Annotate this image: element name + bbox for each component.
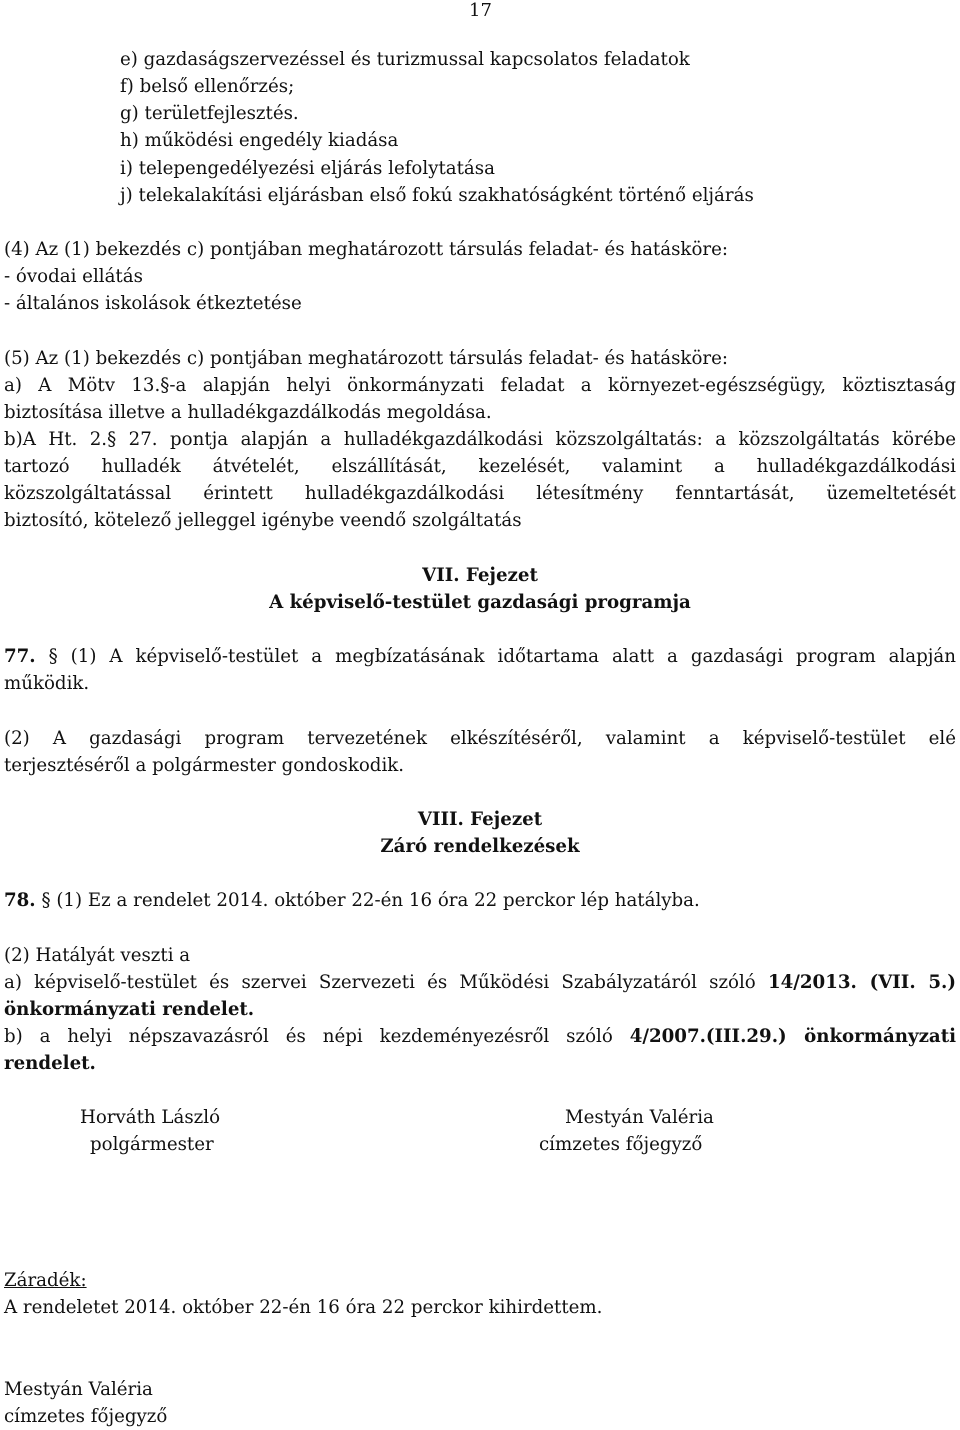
- list-item-j: j) telekalakítási eljárásban első fokú szakhatóságként történő eljárás: [120, 185, 754, 206]
- zaradek-label: Záradék:: [4, 1270, 87, 1291]
- para4-item-school-meals: - általános iskolások étkeztetése: [4, 293, 302, 314]
- section78-p1: [4, 887, 700, 914]
- section77-p2-line1: (2) A gazdasági program tervezetének elkészítéséről, valamint a képviselő-testület elé: [4, 728, 956, 749]
- section78-p2-intro: (2) Hatályát veszti a: [4, 945, 191, 966]
- section78-a-line2: önkormányzati rendelet.: [4, 999, 255, 1020]
- signature-left-title: polgármester: [90, 1134, 214, 1155]
- para4-item-kindergarten: - óvodai ellátás: [4, 266, 143, 287]
- list-item-h: h) működési engedély kiadása: [120, 130, 399, 151]
- section78-a-line1: [4, 969, 956, 996]
- section78-b-line2: rendelet.: [4, 1053, 96, 1074]
- para4-heading: (4) Az (1) bekezdés c) pontjában meghatározott társulás feladat- és hatásköre:: [4, 239, 728, 260]
- para5-b-line4: biztosító, kötelező jelleggel igénybe veendő szolgáltatás: [4, 510, 522, 531]
- para5-a-line1: a) A Mötv 13.§-a alapján helyi önkormányzati feladat a környezet-egészségügy, köztisztaság: [4, 375, 956, 396]
- section78-b-bold: 4/2007.(III.29.) önkormányzati: [629, 1026, 957, 1047]
- zaradek-sign-name: Mestyán Valéria: [4, 1379, 153, 1400]
- para5-b-line2: tartozó hulladék átvételét, elszállítását, kezelését, valamint a hulladékgazdálkodási: [4, 456, 956, 477]
- section78-p1-text: § (1) Ez a rendelet 2014. október 22-én 16 óra 22 perckor lép hatályba.: [41, 890, 700, 911]
- chapter8-number: VIII. Fejezet: [417, 809, 543, 830]
- signature-right-title: címzetes főjegyző: [539, 1134, 703, 1155]
- section77-p1-line2: működik.: [4, 673, 90, 694]
- chapter7-number: VII. Fejezet: [422, 565, 538, 586]
- section77-p1-text: § (1) A képviselő-testület a megbízatásának időtartama alatt a gazdasági program alapján: [48, 646, 956, 667]
- para5-b-line1: b)A Ht. 2.§ 27. pontja alapján a hulladékgazdálkodási közszolgáltatás: a közszolgáltatás körébe: [4, 429, 956, 450]
- chapter7-title: A képviselő-testület gazdasági programja: [269, 592, 691, 613]
- list-item-g: g) területfejlesztés.: [120, 103, 299, 124]
- zaradek-sign-title: címzetes főjegyző: [4, 1406, 168, 1427]
- list-item-e: e) gazdaságszervezéssel és turizmussal kapcsolatos feladatok: [120, 49, 690, 70]
- list-item-i: i) telepengedélyezési eljárás lefolytatása: [120, 158, 495, 179]
- zaradek-text: A rendeletet 2014. október 22-én 16 óra 22 perckor kihirdettem.: [4, 1297, 603, 1318]
- section78-a-text: a) képviselő-testület és szervei Szervezeti és Működési Szabályzatáról szóló: [4, 972, 768, 993]
- section78-b-line1: [4, 1023, 956, 1050]
- para5-heading: (5) Az (1) bekezdés c) pontjában meghatározott társulás feladat- és hatásköre:: [4, 348, 728, 369]
- section77-p1-line1: [4, 643, 956, 670]
- section78-a-bold: 14/2013. (VII. 5.): [767, 972, 956, 993]
- para5-b-line3: közszolgáltatással érintett hulladékgazdálkodási létesítmény fenntartását, üzemeltetését: [4, 483, 956, 504]
- signature-right-name: Mestyán Valéria: [565, 1107, 714, 1128]
- section78-b-text: b) a helyi népszavazásról és népi kezdeményezésről szóló: [4, 1026, 630, 1047]
- section77-number: 77.: [4, 646, 36, 667]
- section77-p2-line2: terjesztéséről a polgármester gondoskodik.: [4, 755, 405, 776]
- chapter8-title: Záró rendelkezések: [380, 836, 580, 857]
- section78-number: 78.: [4, 890, 36, 911]
- signature-left-name: Horváth László: [80, 1107, 221, 1128]
- para5-a-line2: biztosítása illetve a hulladékgazdálkodás megoldása.: [4, 402, 492, 423]
- list-item-f: f) belső ellenőrzés;: [120, 76, 295, 97]
- page-number: 17: [469, 0, 492, 21]
